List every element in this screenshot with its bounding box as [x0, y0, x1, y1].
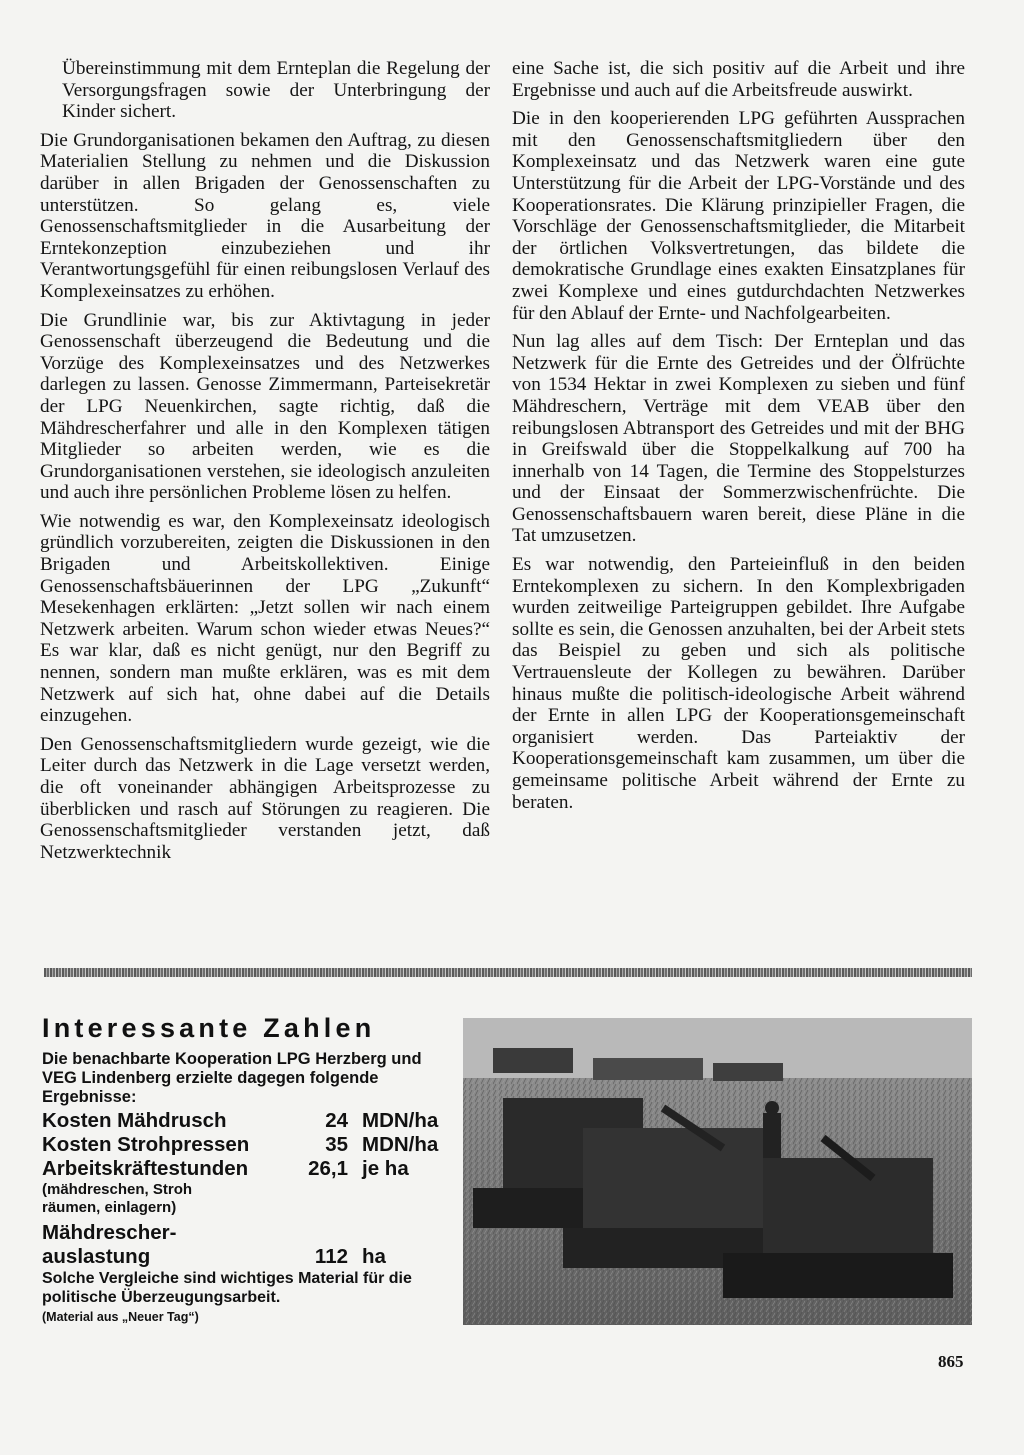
stat-row — [42, 1245, 452, 1269]
stat-row — [42, 1133, 452, 1157]
statistics-box — [42, 1012, 452, 1325]
section-divider — [44, 968, 972, 977]
right-text-column — [512, 58, 965, 820]
stat-unit: ha — [362, 1245, 386, 1268]
stat-label: Mähdrescher- — [42, 1221, 177, 1244]
paragraph: Die Grundlinie war, bis zur Aktivtagung in jeder Genossenschaft überzeugend die Bedeutung und die Vorzüge des Komplexeinsatzes und des Netzwerkes darlegen zu lassen. Genosse Zimmermann, Parteisekretär der LPG Neuenkirchen, sagte richtig, daß die Mähdrescherfahrer und alle in den Komplexen tätigen Mitglieder so arbeiten werden, wie es die Grundorganisationen verstehen, sie ideologisch anzuleiten und auch ihre persönlichen Probleme lösen zu helfen. — [40, 309, 490, 504]
paragraph: eine Sache ist, die sich positiv auf die Arbeit und ihre Ergebnisse und auch auf die Arbeitsfreude auswirkt. — [512, 58, 965, 101]
stat-unit: MDN/ha — [362, 1133, 439, 1156]
stat-label: Kosten Strohpressen — [42, 1133, 250, 1156]
stat-value: 112 — [314, 1245, 348, 1268]
stat-note: (mähdreschen, Stroh räumen, einlagern) — [42, 1181, 193, 1216]
combine-harvesters-photo — [463, 1018, 972, 1325]
paragraph: Den Genossenschaftsmitgliedern wurde gezeigt, wie die Leiter durch das Netzwerk in die Lage versetzt werden, die oft voneinander abhängigen Arbeitsprozesse zu überblicken und rasch auf Störungen zu reagieren. Die Genossenschaftsmitglieder verstanden jetzt, daß Netzwerktechnik — [40, 733, 490, 863]
stat-value: 35 — [325, 1133, 348, 1156]
paragraph: Wie notwendig es war, den Komplexeinsatz ideologisch gründlich vorzubereiten, zeigten die Diskussionen in den Brigaden und Arbeitskollektiven. Einige Genossenschaftsbäuerinnen der LPG „Zukunft“ Mesekenhagen erklärten: „Jetzt sollen wir nach einem Netzwerk arbeiten. Warum schon wieder etwas Neues?“ Es war klar, daß es nicht genügt, nur den Begriff zu nennen, sondern man mußte erklären, was es mit dem Netzwerk auf sich hat, ohne dabei auf die Details einzugehen. — [40, 510, 490, 727]
stat-row — [42, 1109, 452, 1133]
paragraph: Die in den kooperierenden LPG geführten Aussprachen mit den Genossenschaftsmitgliedern über den Komplexeinsatz und das Netzwerk waren eine gute Unterstützung für die Arbeit der LPG-Vorstände und des Kooperationsrates. Die Klärung prinzipieller Fragen, die Vorschläge der Genossenschaftsmitglieder, die Mitarbeit der örtlichen Volksvertretungen, das bildete die demokratische Grundlage eines exakten Einsatzplanes für zwei Komplexe und eines gutdurchdachten Netzwerkes für den Ablauf der Ernte- und Nachfolgearbeiten. — [512, 108, 965, 324]
left-text-column — [40, 58, 490, 870]
paragraph: Nun lag alles auf dem Tisch: Der Ernteplan und das Netzwerk für die Ernte des Getreides und der Ölfrüchte von 1534 Hektar in zwei Komplexen zu sieben und fünf Mähdreschern, Verträge mit dem VEAB über den reibungslosen Abtransport des Getreides und mit der BHG in Greifswald über die Stoppelkalkung auf 700 ha innerhalb von 14 Tagen, die Termine des Stoppelsturzes und der Einsaat der Sommerzwischenfrüchte. Die Genossenschaftsbauern waren bereit, diese Pläne in die Tat umzusetzen. — [512, 331, 965, 547]
paragraph: Es war notwendig, den Parteieinfluß in den beiden Erntekomplexen zu sichern. In den Komplexbrigaden wurden zeitweilige Parteigruppen gebildet. Ihre Aufgabe sollte es sein, die Genossen anzuhalten, bei der Arbeit stets das Beispiel zu geben und sich als politische Vertrauensleute der Kollegen zu bewähren. Darüber hinaus mußte die politisch-ideologische Arbeit während der Ernte in allen LPG der Kooperationsgemeinschaft organisiert werden. Das Parteiaktiv der Kooperationsgemeinschaft kam zusammen, um über die gemeinsame politische Arbeit während der Ernte zu beraten. — [512, 554, 965, 813]
box-closing: Solche Vergleiche sind wichtiges Material für die politische Überzeugungsarbeit. — [42, 1270, 412, 1306]
paragraph: Die Grundorganisationen bekamen den Auftrag, zu diesen Materialien Stellung zu nehmen und die Diskussion darüber in allen Brigaden der Genossenschaften zu unterstützen. So gelang es, viele Genossenschaftsmitglieder in die Ausarbeitung der Erntekonzeption einzubeziehen und ihr Verantwortungsgefühl für einen reibungslosen Verlauf des Komplexeinsatzes zu erhöhen. — [40, 129, 490, 302]
stat-row — [42, 1157, 452, 1181]
source-citation: (Material aus „Neuer Tag“) — [42, 1310, 199, 1324]
stat-label: Kosten Mähdrusch — [42, 1109, 227, 1132]
stat-unit: MDN/ha — [362, 1109, 439, 1132]
box-intro: Die benachbarte Kooperation LPG Herzberg und VEG Lindenberg erzielte dagegen folgende Ergebnisse: — [42, 1050, 422, 1106]
box-title: Interessante Zahlen — [42, 1013, 376, 1043]
stat-value: 24 — [325, 1109, 348, 1132]
stat-value: 26,1 — [308, 1157, 348, 1180]
stat-unit: je ha — [362, 1157, 409, 1180]
stat-label: Arbeitskräftestunden — [42, 1157, 249, 1180]
paragraph: Übereinstimmung mit dem Ernteplan die Regelung der Versorgungsfragen sowie der Unterbringung der Kinder sichert. — [62, 58, 490, 123]
page-number: 865 — [938, 1352, 964, 1371]
stat-label: auslastung — [42, 1245, 151, 1268]
stat-row-label-line — [42, 1221, 452, 1245]
